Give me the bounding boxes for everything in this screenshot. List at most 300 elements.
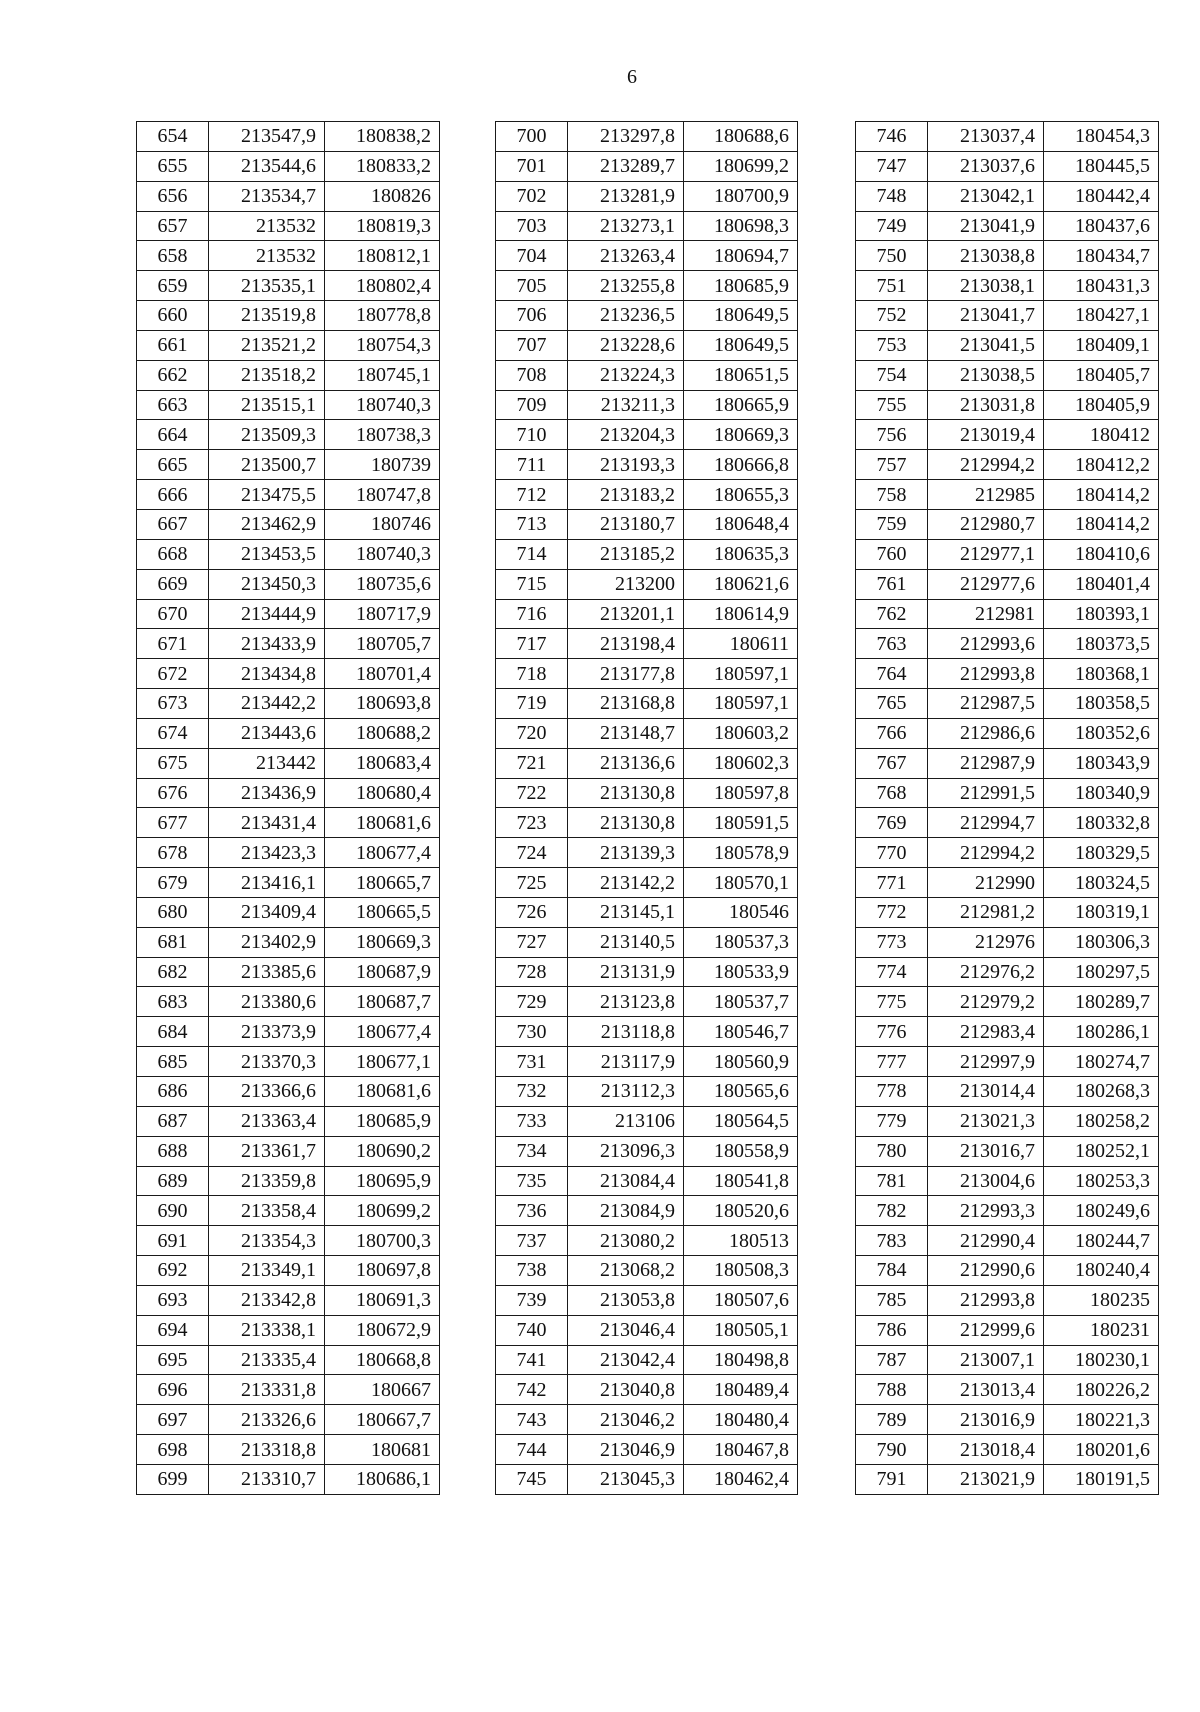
x-coordinate-cell: 213349,1 <box>209 1256 325 1286</box>
y-coordinate-cell: 180826 <box>325 181 440 211</box>
point-number-cell: 790 <box>856 1435 928 1465</box>
point-number-cell: 730 <box>496 1017 568 1047</box>
table-row <box>496 241 798 271</box>
point-number-cell: 784 <box>856 1256 928 1286</box>
point-number-cell: 789 <box>856 1405 928 1435</box>
x-coordinate-cell: 213544,6 <box>209 151 325 181</box>
table-row <box>496 1047 798 1077</box>
x-coordinate-cell: 212987,5 <box>928 689 1044 719</box>
y-coordinate-cell: 180289,7 <box>1044 987 1159 1017</box>
y-coordinate-cell: 180565,6 <box>684 1077 798 1107</box>
point-number-cell: 704 <box>496 241 568 271</box>
y-coordinate-cell: 180740,3 <box>325 539 440 569</box>
x-coordinate-cell: 213436,9 <box>209 778 325 808</box>
table-row <box>137 1077 440 1107</box>
y-coordinate-cell: 180717,9 <box>325 599 440 629</box>
point-number-cell: 736 <box>496 1196 568 1226</box>
x-coordinate-cell: 213037,4 <box>928 122 1044 152</box>
x-coordinate-cell: 213021,3 <box>928 1106 1044 1136</box>
table-row <box>496 1464 798 1494</box>
y-coordinate-cell: 180700,9 <box>684 181 798 211</box>
table-row <box>137 211 440 241</box>
y-coordinate-cell: 180437,6 <box>1044 211 1159 241</box>
point-number-cell: 787 <box>856 1345 928 1375</box>
x-coordinate-cell: 213117,9 <box>568 1047 684 1077</box>
point-number-cell: 786 <box>856 1315 928 1345</box>
y-coordinate-cell: 180244,7 <box>1044 1226 1159 1256</box>
x-coordinate-cell: 213442 <box>209 748 325 778</box>
x-coordinate-cell: 212994,2 <box>928 838 1044 868</box>
y-coordinate-cell: 180621,6 <box>684 569 798 599</box>
y-coordinate-cell: 180649,5 <box>684 330 798 360</box>
y-coordinate-cell: 180434,7 <box>1044 241 1159 271</box>
x-coordinate-cell: 213080,2 <box>568 1226 684 1256</box>
point-number-cell: 679 <box>137 868 209 898</box>
table-row <box>856 509 1159 539</box>
point-number-cell: 781 <box>856 1166 928 1196</box>
table-row <box>137 330 440 360</box>
table-row <box>856 1405 1159 1435</box>
table-row <box>496 181 798 211</box>
y-coordinate-cell: 180838,2 <box>325 122 440 152</box>
y-coordinate-cell: 180564,5 <box>684 1106 798 1136</box>
x-coordinate-cell: 213354,3 <box>209 1226 325 1256</box>
y-coordinate-cell: 180685,9 <box>325 1106 440 1136</box>
point-number-cell: 678 <box>137 838 209 868</box>
table-row <box>137 1256 440 1286</box>
y-coordinate-cell: 180414,2 <box>1044 480 1159 510</box>
point-number-cell: 723 <box>496 808 568 838</box>
x-coordinate-cell: 213041,9 <box>928 211 1044 241</box>
point-number-cell: 687 <box>137 1106 209 1136</box>
y-coordinate-cell: 180686,1 <box>325 1464 440 1494</box>
table-row <box>496 122 798 152</box>
point-number-cell: 702 <box>496 181 568 211</box>
x-coordinate-cell: 213200 <box>568 569 684 599</box>
point-number-cell: 711 <box>496 450 568 480</box>
y-coordinate-cell: 180597,1 <box>684 659 798 689</box>
point-number-cell: 762 <box>856 599 928 629</box>
coordinates-table-3 <box>855 121 1159 1495</box>
y-coordinate-cell: 180343,9 <box>1044 748 1159 778</box>
y-coordinate-cell: 180405,7 <box>1044 360 1159 390</box>
x-coordinate-cell: 213297,8 <box>568 122 684 152</box>
point-number-cell: 665 <box>137 450 209 480</box>
point-number-cell: 690 <box>137 1196 209 1226</box>
table-row <box>137 301 440 331</box>
x-coordinate-cell: 213519,8 <box>209 301 325 331</box>
point-number-cell: 666 <box>137 480 209 510</box>
x-coordinate-cell: 213442,2 <box>209 689 325 719</box>
point-number-cell: 701 <box>496 151 568 181</box>
table-row <box>856 390 1159 420</box>
table-row <box>137 1405 440 1435</box>
x-coordinate-cell: 213535,1 <box>209 271 325 301</box>
table-row <box>856 330 1159 360</box>
table-row <box>137 450 440 480</box>
x-coordinate-cell: 213359,8 <box>209 1166 325 1196</box>
x-coordinate-cell: 213007,1 <box>928 1345 1044 1375</box>
y-coordinate-cell: 180693,8 <box>325 689 440 719</box>
point-number-cell: 682 <box>137 957 209 987</box>
y-coordinate-cell: 180695,9 <box>325 1166 440 1196</box>
page-number: 6 <box>627 66 637 88</box>
y-coordinate-cell: 180665,5 <box>325 897 440 927</box>
x-coordinate-cell: 213310,7 <box>209 1464 325 1494</box>
y-coordinate-cell: 180412 <box>1044 420 1159 450</box>
table-row <box>137 181 440 211</box>
table-row <box>496 987 798 1017</box>
x-coordinate-cell: 213366,6 <box>209 1077 325 1107</box>
point-number-cell: 718 <box>496 659 568 689</box>
y-coordinate-cell: 180699,2 <box>325 1196 440 1226</box>
coordinates-table-2 <box>495 121 798 1495</box>
x-coordinate-cell: 213021,9 <box>928 1464 1044 1494</box>
point-number-cell: 759 <box>856 509 928 539</box>
y-coordinate-cell: 180560,9 <box>684 1047 798 1077</box>
x-coordinate-cell: 212990,4 <box>928 1226 1044 1256</box>
point-number-cell: 676 <box>137 778 209 808</box>
point-number-cell: 772 <box>856 897 928 927</box>
point-number-cell: 673 <box>137 689 209 719</box>
y-coordinate-cell: 180681,6 <box>325 808 440 838</box>
point-number-cell: 767 <box>856 748 928 778</box>
point-number-cell: 735 <box>496 1166 568 1196</box>
y-coordinate-cell: 180520,6 <box>684 1196 798 1226</box>
x-coordinate-cell: 213016,9 <box>928 1405 1044 1435</box>
table-row <box>856 360 1159 390</box>
table-row <box>856 480 1159 510</box>
table-row <box>496 1315 798 1345</box>
x-coordinate-cell: 213534,7 <box>209 181 325 211</box>
x-coordinate-cell: 213402,9 <box>209 927 325 957</box>
point-number-cell: 708 <box>496 360 568 390</box>
point-number-cell: 685 <box>137 1047 209 1077</box>
y-coordinate-cell: 180698,3 <box>684 211 798 241</box>
y-coordinate-cell: 180578,9 <box>684 838 798 868</box>
x-coordinate-cell: 212990,6 <box>928 1256 1044 1286</box>
point-number-cell: 724 <box>496 838 568 868</box>
y-coordinate-cell: 180680,4 <box>325 778 440 808</box>
x-coordinate-cell: 212981 <box>928 599 1044 629</box>
point-number-cell: 769 <box>856 808 928 838</box>
table-row <box>496 718 798 748</box>
table-row <box>137 151 440 181</box>
table-row <box>856 1106 1159 1136</box>
point-number-cell: 670 <box>137 599 209 629</box>
x-coordinate-cell: 213198,4 <box>568 629 684 659</box>
x-coordinate-cell: 213019,4 <box>928 420 1044 450</box>
y-coordinate-cell: 180191,5 <box>1044 1464 1159 1494</box>
table-row <box>856 957 1159 987</box>
y-coordinate-cell: 180541,8 <box>684 1166 798 1196</box>
table-row <box>856 689 1159 719</box>
table-row <box>496 211 798 241</box>
y-coordinate-cell: 180635,3 <box>684 539 798 569</box>
y-coordinate-cell: 180754,3 <box>325 330 440 360</box>
point-number-cell: 755 <box>856 390 928 420</box>
table-row <box>496 390 798 420</box>
y-coordinate-cell: 180231 <box>1044 1315 1159 1345</box>
x-coordinate-cell: 213211,3 <box>568 390 684 420</box>
y-coordinate-cell: 180505,1 <box>684 1315 798 1345</box>
point-number-cell: 788 <box>856 1375 928 1405</box>
y-coordinate-cell: 180740,3 <box>325 390 440 420</box>
x-coordinate-cell: 213038,1 <box>928 271 1044 301</box>
table-row <box>137 1345 440 1375</box>
x-coordinate-cell: 213385,6 <box>209 957 325 987</box>
point-number-cell: 662 <box>137 360 209 390</box>
point-number-cell: 731 <box>496 1047 568 1077</box>
y-coordinate-cell: 180393,1 <box>1044 599 1159 629</box>
x-coordinate-cell: 213045,3 <box>568 1464 684 1494</box>
point-number-cell: 707 <box>496 330 568 360</box>
y-coordinate-cell: 180697,8 <box>325 1256 440 1286</box>
point-number-cell: 689 <box>137 1166 209 1196</box>
y-coordinate-cell: 180442,4 <box>1044 181 1159 211</box>
x-coordinate-cell: 213342,8 <box>209 1285 325 1315</box>
x-coordinate-cell: 213148,7 <box>568 718 684 748</box>
table-row <box>496 748 798 778</box>
y-coordinate-cell: 180694,7 <box>684 241 798 271</box>
point-number-cell: 764 <box>856 659 928 689</box>
y-coordinate-cell: 180746 <box>325 509 440 539</box>
point-number-cell: 742 <box>496 1375 568 1405</box>
point-number-cell: 657 <box>137 211 209 241</box>
point-number-cell: 775 <box>856 987 928 1017</box>
y-coordinate-cell: 180677,4 <box>325 1017 440 1047</box>
y-coordinate-cell: 180329,5 <box>1044 838 1159 868</box>
x-coordinate-cell: 212985 <box>928 480 1044 510</box>
y-coordinate-cell: 180648,4 <box>684 509 798 539</box>
point-number-cell: 727 <box>496 927 568 957</box>
table-row <box>137 1047 440 1077</box>
y-coordinate-cell: 180252,1 <box>1044 1136 1159 1166</box>
point-number-cell: 716 <box>496 599 568 629</box>
y-coordinate-cell: 180414,2 <box>1044 509 1159 539</box>
y-coordinate-cell: 180373,5 <box>1044 629 1159 659</box>
table-row <box>137 1315 440 1345</box>
point-number-cell: 681 <box>137 927 209 957</box>
y-coordinate-cell: 180687,7 <box>325 987 440 1017</box>
point-number-cell: 758 <box>856 480 928 510</box>
table-row <box>496 1196 798 1226</box>
point-number-cell: 659 <box>137 271 209 301</box>
x-coordinate-cell: 213130,8 <box>568 808 684 838</box>
x-coordinate-cell: 213018,4 <box>928 1435 1044 1465</box>
table-row <box>856 1136 1159 1166</box>
point-number-cell: 746 <box>856 122 928 152</box>
table-row <box>496 1285 798 1315</box>
table-row <box>137 838 440 868</box>
x-coordinate-cell: 213145,1 <box>568 897 684 927</box>
y-coordinate-cell: 180537,3 <box>684 927 798 957</box>
x-coordinate-cell: 213547,9 <box>209 122 325 152</box>
y-coordinate-cell: 180666,8 <box>684 450 798 480</box>
x-coordinate-cell: 213106 <box>568 1106 684 1136</box>
table-row <box>496 1435 798 1465</box>
table-row <box>496 599 798 629</box>
table-row <box>496 868 798 898</box>
point-number-cell: 748 <box>856 181 928 211</box>
table-row <box>856 271 1159 301</box>
x-coordinate-cell: 212993,3 <box>928 1196 1044 1226</box>
x-coordinate-cell: 213037,6 <box>928 151 1044 181</box>
table-row <box>856 1315 1159 1345</box>
y-coordinate-cell: 180655,3 <box>684 480 798 510</box>
table-row <box>856 1196 1159 1226</box>
table-row <box>496 1136 798 1166</box>
x-coordinate-cell: 213140,5 <box>568 927 684 957</box>
x-coordinate-cell: 213363,4 <box>209 1106 325 1136</box>
table-row <box>137 241 440 271</box>
x-coordinate-cell: 213289,7 <box>568 151 684 181</box>
x-coordinate-cell: 213358,4 <box>209 1196 325 1226</box>
table-row <box>496 1375 798 1405</box>
x-coordinate-cell: 213004,6 <box>928 1166 1044 1196</box>
y-coordinate-cell: 180611 <box>684 629 798 659</box>
point-number-cell: 771 <box>856 868 928 898</box>
y-coordinate-cell: 180833,2 <box>325 151 440 181</box>
point-number-cell: 765 <box>856 689 928 719</box>
x-coordinate-cell: 213331,8 <box>209 1375 325 1405</box>
x-coordinate-cell: 213180,7 <box>568 509 684 539</box>
x-coordinate-cell: 212977,1 <box>928 539 1044 569</box>
x-coordinate-cell: 213373,9 <box>209 1017 325 1047</box>
x-coordinate-cell: 213453,5 <box>209 539 325 569</box>
y-coordinate-cell: 180669,3 <box>684 420 798 450</box>
point-number-cell: 783 <box>856 1226 928 1256</box>
y-coordinate-cell: 180405,9 <box>1044 390 1159 420</box>
y-coordinate-cell: 180602,3 <box>684 748 798 778</box>
y-coordinate-cell: 180691,3 <box>325 1285 440 1315</box>
table-row <box>856 868 1159 898</box>
y-coordinate-cell: 180410,6 <box>1044 539 1159 569</box>
x-coordinate-cell: 213361,7 <box>209 1136 325 1166</box>
table-row <box>496 271 798 301</box>
y-coordinate-cell: 180480,4 <box>684 1405 798 1435</box>
y-coordinate-cell: 180306,3 <box>1044 927 1159 957</box>
y-coordinate-cell: 180368,1 <box>1044 659 1159 689</box>
x-coordinate-cell: 213450,3 <box>209 569 325 599</box>
y-coordinate-cell: 180358,5 <box>1044 689 1159 719</box>
table-row <box>137 1285 440 1315</box>
y-coordinate-cell: 180230,1 <box>1044 1345 1159 1375</box>
y-coordinate-cell: 180462,4 <box>684 1464 798 1494</box>
x-coordinate-cell: 212990 <box>928 868 1044 898</box>
table-row <box>856 778 1159 808</box>
y-coordinate-cell: 180651,5 <box>684 360 798 390</box>
point-number-cell: 737 <box>496 1226 568 1256</box>
point-number-cell: 656 <box>137 181 209 211</box>
y-coordinate-cell: 180274,7 <box>1044 1047 1159 1077</box>
point-number-cell: 705 <box>496 271 568 301</box>
y-coordinate-cell: 180688,6 <box>684 122 798 152</box>
table-row <box>496 1256 798 1286</box>
x-coordinate-cell: 213518,2 <box>209 360 325 390</box>
y-coordinate-cell: 180445,5 <box>1044 151 1159 181</box>
y-coordinate-cell: 180253,3 <box>1044 1166 1159 1196</box>
y-coordinate-cell: 180778,8 <box>325 301 440 331</box>
x-coordinate-cell: 212991,5 <box>928 778 1044 808</box>
point-number-cell: 674 <box>137 718 209 748</box>
x-coordinate-cell: 213118,8 <box>568 1017 684 1047</box>
table-row <box>137 1166 440 1196</box>
table-row <box>496 301 798 331</box>
x-coordinate-cell: 212979,2 <box>928 987 1044 1017</box>
table-row <box>856 211 1159 241</box>
table-row <box>856 718 1159 748</box>
point-number-cell: 714 <box>496 539 568 569</box>
x-coordinate-cell: 213326,6 <box>209 1405 325 1435</box>
y-coordinate-cell: 180735,6 <box>325 569 440 599</box>
point-number-cell: 667 <box>137 509 209 539</box>
y-coordinate-cell: 180819,3 <box>325 211 440 241</box>
table-row <box>496 151 798 181</box>
x-coordinate-cell: 212980,7 <box>928 509 1044 539</box>
point-number-cell: 721 <box>496 748 568 778</box>
y-coordinate-cell: 180700,3 <box>325 1226 440 1256</box>
point-number-cell: 726 <box>496 897 568 927</box>
y-coordinate-cell: 180570,1 <box>684 868 798 898</box>
y-coordinate-cell: 180558,9 <box>684 1136 798 1166</box>
x-coordinate-cell: 213112,3 <box>568 1077 684 1107</box>
x-coordinate-cell: 213462,9 <box>209 509 325 539</box>
x-coordinate-cell: 212983,4 <box>928 1017 1044 1047</box>
x-coordinate-cell: 213041,5 <box>928 330 1044 360</box>
table-row <box>137 420 440 450</box>
y-coordinate-cell: 180427,1 <box>1044 301 1159 331</box>
table-row <box>496 629 798 659</box>
table-row <box>496 539 798 569</box>
point-number-cell: 715 <box>496 569 568 599</box>
table-row <box>496 927 798 957</box>
point-number-cell: 734 <box>496 1136 568 1166</box>
y-coordinate-cell: 180668,8 <box>325 1345 440 1375</box>
table-row <box>496 659 798 689</box>
table-row <box>496 1405 798 1435</box>
x-coordinate-cell: 213521,2 <box>209 330 325 360</box>
x-coordinate-cell: 212993,8 <box>928 1285 1044 1315</box>
y-coordinate-cell: 180498,8 <box>684 1345 798 1375</box>
table-row <box>856 1256 1159 1286</box>
x-coordinate-cell: 213318,8 <box>209 1435 325 1465</box>
point-number-cell: 740 <box>496 1315 568 1345</box>
x-coordinate-cell: 213040,8 <box>568 1375 684 1405</box>
point-number-cell: 757 <box>856 450 928 480</box>
point-number-cell: 654 <box>137 122 209 152</box>
x-coordinate-cell: 213475,5 <box>209 480 325 510</box>
table-row <box>856 1017 1159 1047</box>
y-coordinate-cell: 180597,8 <box>684 778 798 808</box>
y-coordinate-cell: 180669,3 <box>325 927 440 957</box>
y-coordinate-cell: 180677,1 <box>325 1047 440 1077</box>
table-row <box>856 569 1159 599</box>
x-coordinate-cell: 213031,8 <box>928 390 1044 420</box>
y-coordinate-cell: 180319,1 <box>1044 897 1159 927</box>
y-coordinate-cell: 180352,6 <box>1044 718 1159 748</box>
table-row <box>856 151 1159 181</box>
table-row <box>137 927 440 957</box>
point-number-cell: 728 <box>496 957 568 987</box>
y-coordinate-cell: 180297,5 <box>1044 957 1159 987</box>
y-coordinate-cell: 180665,9 <box>684 390 798 420</box>
table-row <box>137 689 440 719</box>
table-row <box>496 957 798 987</box>
point-number-cell: 691 <box>137 1226 209 1256</box>
point-number-cell: 747 <box>856 151 928 181</box>
table-row <box>856 420 1159 450</box>
